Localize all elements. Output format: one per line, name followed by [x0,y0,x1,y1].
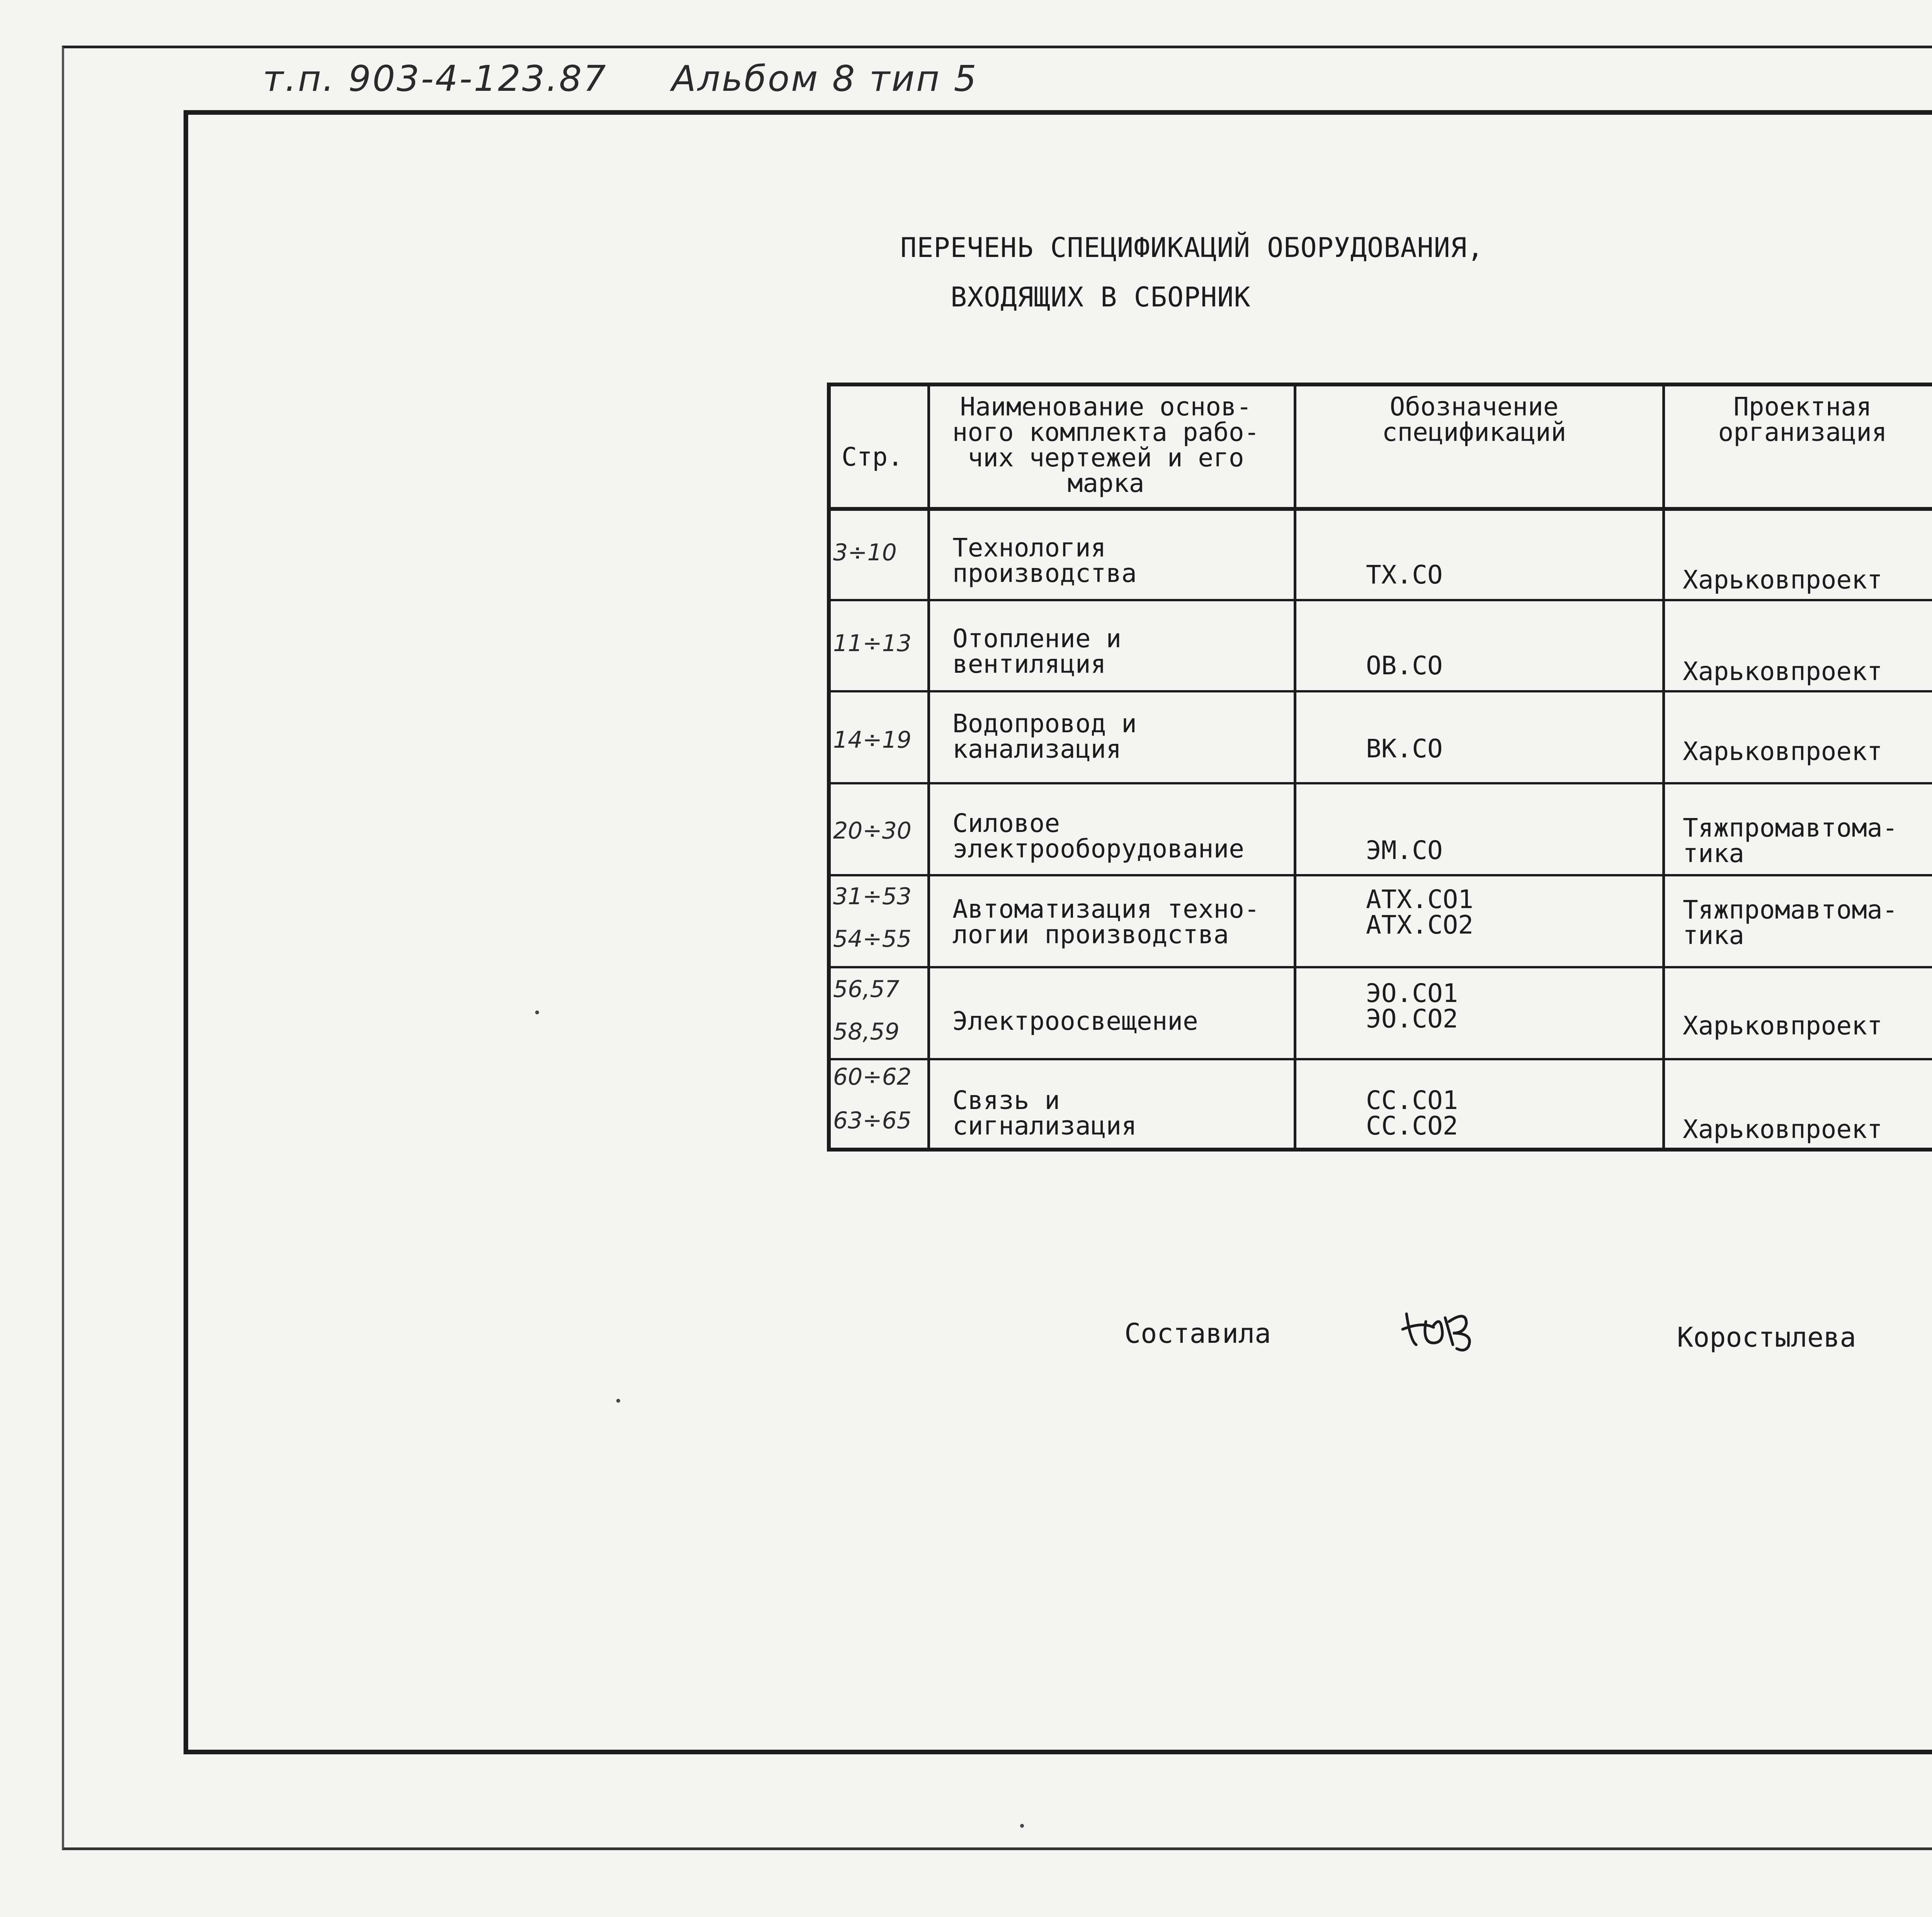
scan-speck [1020,1824,1024,1828]
header-organization: Проектная организация [1718,392,1887,447]
row-divider [831,782,1932,784]
project-organization: Тяжпромавтома- тика [1683,813,1898,868]
project-organization: Харьковпроект [1683,737,1883,766]
column-divider [927,386,930,1148]
project-reference: т.п. 903-4-123.87 Альбом 8 тип 5 [263,58,978,99]
spec-designation: СС.СО1 СС.СО2 [1366,1085,1458,1141]
page-title-line-2: ВХОДЯЩИХ В СБОРНИК [951,281,1251,313]
scan-speck [616,1399,620,1403]
row-divider [831,1058,1932,1060]
project-organization: Тяжпромавтома- тика [1683,895,1898,950]
header-name: Наименование основ- ного комплекта рабо- чих чертежей и его марка [952,392,1260,498]
project-organization: Харьковпроект [1683,1011,1883,1041]
specification-table [827,383,1932,1152]
row-divider [831,966,1932,968]
compiler-name: Коростылева [1677,1322,1856,1353]
compiled-by-label: Составила [1124,1318,1271,1349]
page-range: 31÷53 [833,883,912,910]
project-organization: Харьковпроект [1683,657,1883,686]
column-divider [1294,386,1296,1148]
page-title-line-1: ПЕРЕЧЕНЬ СПЕЦИФИКАЦИЙ ОБОРУДОВАНИЯ, [900,232,1484,264]
page-range: 3÷10 [833,539,897,566]
album-reference: Альбом 8 тип 5 [672,58,978,99]
kit-name: Отопление и вентиляция [952,624,1122,679]
kit-name: Связь и сигнализация [952,1085,1137,1141]
page-range: 14÷19 [833,726,912,754]
page-range: 58,59 [833,1018,900,1045]
header-page: Стр. [842,442,903,472]
row-divider [831,874,1932,876]
header-designation: Обозначение спецификаций [1382,392,1566,447]
page-range: 60÷62 [833,1063,912,1090]
kit-name: Водопровод и канализация [952,709,1137,764]
page-range: 56,57 [833,976,900,1003]
page-range: 54÷55 [833,925,912,953]
spec-designation: ОВ.СО [1366,651,1443,680]
row-divider [831,599,1932,601]
spec-designation: АТХ.СО1 АТХ.СО2 [1366,885,1474,940]
page-range: 20÷30 [833,817,912,844]
spec-designation: ЭО.СО1 ЭО.СО2 [1366,978,1458,1034]
kit-name: Автоматизация техно- логии производства [952,894,1260,949]
spec-designation: ЭМ.СО [1366,835,1443,865]
page-range: 63÷65 [833,1107,912,1134]
project-organization: Харьковпроект [1683,565,1883,595]
kit-name: Электроосвещение [952,1006,1198,1036]
scan-speck [535,1010,539,1014]
row-divider [831,690,1932,692]
column-divider [1662,386,1665,1148]
kit-name: Технология производства [952,533,1137,588]
signature [1399,1298,1492,1352]
kit-name: Силовое электрооборудование [952,808,1244,864]
page-range: 11÷13 [833,630,912,657]
spec-designation: ВК.СО [1366,734,1443,764]
header-divider [831,507,1932,511]
project-organization: Харьковпроект [1683,1114,1883,1144]
spec-designation: ТХ.СО [1366,560,1443,590]
